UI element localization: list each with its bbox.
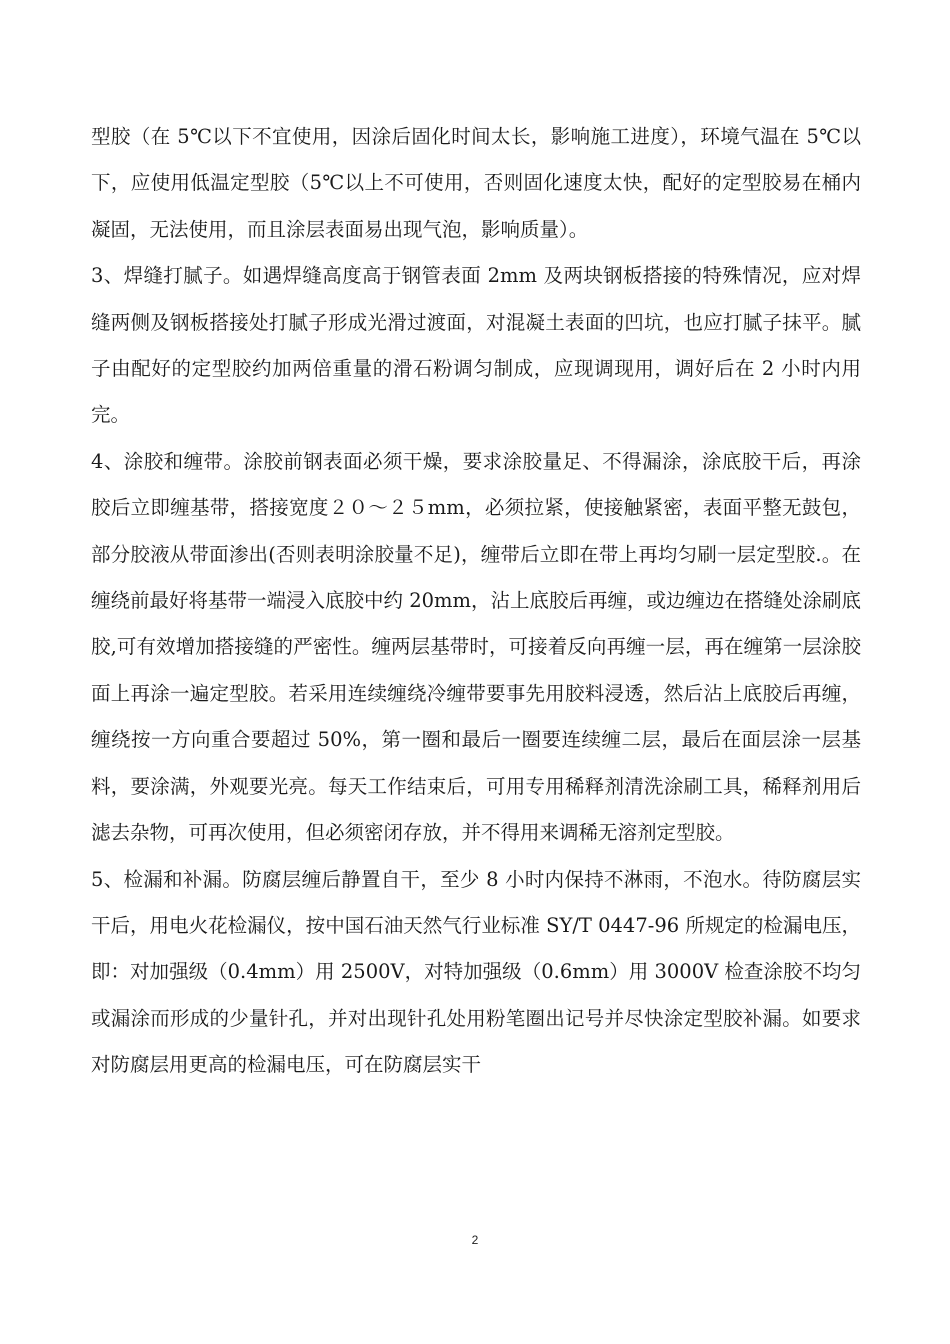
paragraph-step-5: 5、检漏和补漏。防腐层缠后静置自干，至少 8 小时内保持不淋雨，不泡水。待防腐层实干后，用电火花检漏仪，按中国石油天然气行业标准 SY/T 0447-96 所规定的检漏电压，即：对加强级（0.4mm）用 2500V，对特加强级（0.6mm）用 3000V 检查涂胶不均匀或漏涂而形成的少量针孔，并对出现针孔处用粉笔圈出记号并尽快涂定型胶补漏。如要求对防腐层用更高的检漏电压，可在防腐层实干 (91, 867, 861, 1077)
body-text (91, 114, 861, 1089)
paragraph-step-3: 3、焊缝打腻子。如遇焊缝高度高于钢管表面 2mm 及两块钢板搭接的特殊情况，应对焊缝两侧及钢板搭接处打腻子形成光滑过渡面，对混凝土表面的凹坑，也应打腻子抹平。腻子由配好的定型胶约加两倍重量的滑石粉调匀制成，应现调现用，调好后在 2 小时内用完。 (91, 264, 861, 427)
paragraph-continuation: 型胶（在 5℃以下不宜使用，因涂后固化时间太长，影响施工进度），环境气温在 5℃以下，应使用低温定型胶（5℃以上不可使用，否则固化速度太快，配好的定型胶易在桶内凝固，无法使用，而且涂层表面易出现气泡，影响质量）。 (91, 125, 861, 241)
paragraph-step-4: 4、涂胶和缠带。涂胶前钢表面必须干燥，要求涂胶量足、不得漏涂，涂底胶干后，再涂胶后立即缠基带，搭接宽度２０～２５mm，必须拉紧，使接触紧密，表面平整无鼓包，部分胶液从带面渗出(否则表明涂胶量不足)，缠带后立即在带上再均匀刷一层定型胶.。在缠绕前最好将基带一端浸入底胶中约 20mm，沾上底胶后再缠，或边缠边在搭缝处涂刷底胶,可有效增加搭接缝的严密性。缠两层基带时，可接着反向再缠一层，再在缠第一层涂胶面上再涂一遍定型胶。若采用连续缠绕冷缠带要事先用胶料浸透，然后沾上底胶后再缠，缠绕按一方向重合要超过 50%，第一圈和最后一圈要连续缠二层，最后在面层涂一层基料，要涂满，外观要光亮。每天工作结束后，可用专用稀释剂清洗涂刷工具，稀释剂用后滤去杂物，可再次使用，但必须密闭存放，并不得用来调稀无溶剂定型胶。 (91, 449, 861, 845)
page-number: 2 (471, 1233, 479, 1247)
